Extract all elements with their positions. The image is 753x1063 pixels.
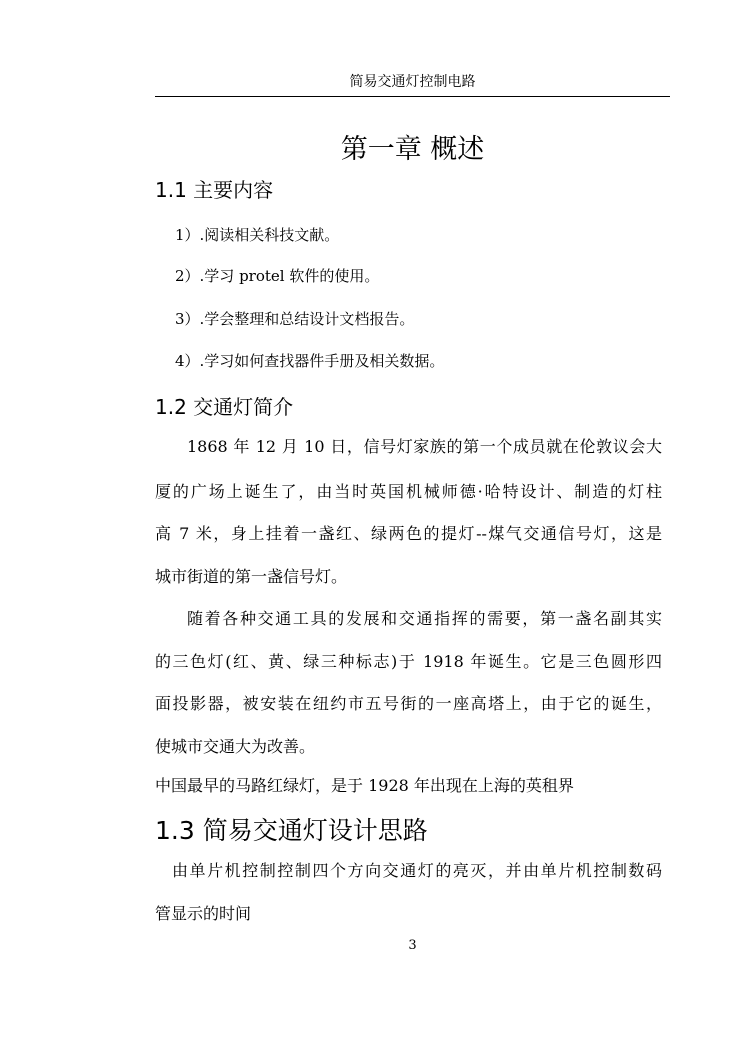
page-header: 简易交通灯控制电路	[349, 74, 476, 90]
header-divider	[155, 96, 670, 97]
paragraph-line: 管显示的时间	[155, 904, 252, 923]
paragraph-line: 的三色灯(红、黄、绿三种标志)于 1918 年诞生。它是三色圆形四	[155, 652, 662, 671]
page-number: 3	[408, 938, 417, 953]
paragraph-line: 1868 年 12 月 10 日，信号灯家族的第一个成员就在伦敦议会大	[187, 437, 662, 456]
list-item: 1）.阅读相关科技文献。	[175, 226, 340, 244]
chapter-title: 第一章 概述	[340, 134, 485, 165]
paragraph-line: 使城市交通大为改善。	[155, 737, 316, 756]
paragraph-line: 面投影器，被安装在纽约市五号街的一座高塔上，由于它的诞生，	[155, 694, 662, 713]
paragraph-line: 由单片机控制控制四个方向交通灯的亮灭，并由单片机控制数码	[172, 861, 662, 880]
section-heading-traffic-light-intro: 1.2 交通灯简介	[155, 395, 294, 419]
section-heading-design-idea: 1.3 简易交通灯设计思路	[155, 816, 428, 845]
section-heading-main-content: 1.1 主要内容	[155, 178, 274, 202]
paragraph-line: 中国最早的马路红绿灯，是于 1928 年出现在上海的英租界	[155, 776, 574, 795]
list-item: 3）.学会整理和总结设计文档报告。	[175, 310, 415, 328]
list-item: 4）.学习如何查找器件手册及相关数据。	[175, 352, 445, 370]
paragraph-line: 厦的广场上诞生了，由当时英国机械师德·哈特设计、制造的灯柱	[155, 482, 662, 501]
list-item: 2）.学习 protel 软件的使用。	[175, 267, 380, 285]
paragraph-line: 高 7 米，身上挂着一盏红、绿两色的提灯--煤气交通信号灯，这是	[155, 524, 662, 543]
paragraph-line: 随着各种交通工具的发展和交通指挥的需要，第一盏名副其实	[187, 609, 662, 628]
paragraph-line: 城市街道的第一盏信号灯。	[155, 567, 348, 586]
